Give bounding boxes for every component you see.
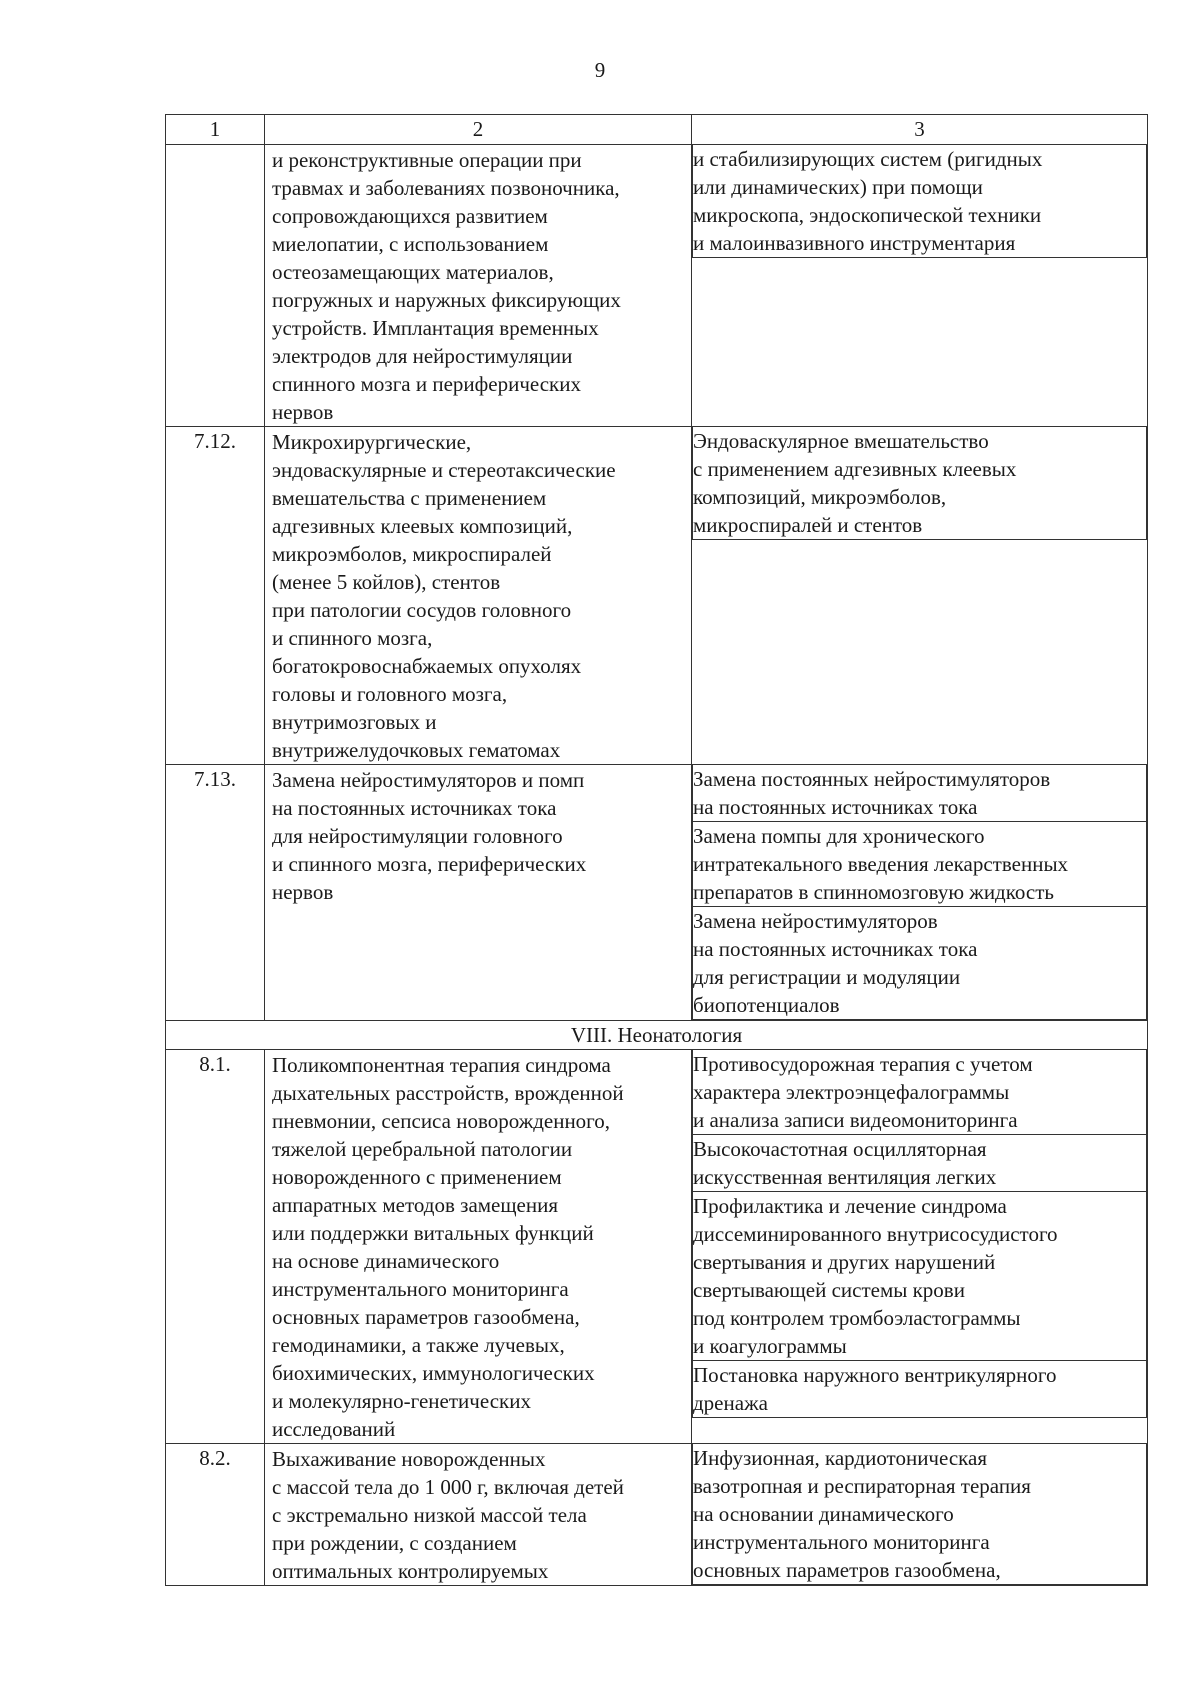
text-line: Постановка наружного вентрикулярного <box>693 1363 1057 1387</box>
text-line: электродов для нейростимуляции <box>272 344 573 368</box>
method-text <box>693 822 1147 907</box>
text-line: эндоваскулярные и стереотаксические <box>272 458 616 482</box>
table-row <box>166 145 1148 427</box>
text-line: и коагулограммы <box>693 1334 847 1358</box>
text-line: спинного мозга и периферических <box>272 372 582 396</box>
text-line: и спинного мозга, периферических <box>272 852 587 876</box>
method-list <box>692 765 1147 1020</box>
text-line: интратекального введения лекарственных <box>693 852 1069 876</box>
text-line: основных параметров газообмена, <box>272 1305 580 1329</box>
text-line: инструментального мониторинга <box>272 1277 569 1301</box>
text-line: композиций, микроэмболов, <box>693 485 947 509</box>
text-line: Замена нейростимуляторов и помп <box>272 768 585 792</box>
item-number <box>166 145 265 427</box>
method-list <box>692 1050 1147 1418</box>
text-line: Высокочастотная осцилляторная <box>693 1137 987 1161</box>
text-line: Инфузионная, кардиотоническая <box>693 1446 988 1470</box>
text-line: диссеминированного внутрисосудистого <box>693 1222 1058 1246</box>
method-item <box>693 1361 1147 1418</box>
text-line: искусственная вентиляция легких <box>693 1165 997 1189</box>
text-line: микроспиралей и стентов <box>693 513 923 537</box>
text-line: устройств. Имплантация временных <box>272 316 599 340</box>
item-number: 8.2. <box>166 1444 265 1586</box>
method-item <box>693 822 1147 907</box>
text-line: на постоянных источниках тока <box>693 937 978 961</box>
text-line: свертывания и других нарушений <box>693 1250 996 1274</box>
text-line: сопровождающихся развитием <box>272 204 548 228</box>
text-line: инструментального мониторинга <box>693 1530 990 1554</box>
table-row <box>166 765 1148 1021</box>
text-line: препаратов в спинномозговую жидкость <box>693 880 1054 904</box>
text-line: микроскопа, эндоскопической техники <box>693 203 1042 227</box>
text-line: аппаратных методов замещения <box>272 1193 559 1217</box>
page-number: 9 <box>594 58 606 82</box>
text-line: и стабилизирующих систем (ригидных <box>693 147 1043 171</box>
text-line: Поликомпонентная терапия синдрома <box>272 1053 611 1077</box>
text-line: нервов <box>272 400 334 424</box>
text-line: гемодинамики, а также лучевых, <box>272 1333 565 1357</box>
table-body <box>166 145 1148 1586</box>
method-list <box>692 427 1147 540</box>
text-line: Профилактика и лечение синдрома <box>693 1194 1007 1218</box>
item-number: 8.1. <box>166 1050 265 1444</box>
method-cell <box>692 427 1148 765</box>
text-line: на основе динамического <box>272 1249 500 1273</box>
procedure-description <box>265 1050 691 1443</box>
procedure-description-cell <box>265 1050 692 1444</box>
method-text <box>693 1135 1147 1192</box>
text-line: микроэмболов, микроспиралей <box>272 542 552 566</box>
text-line: адгезивных клеевых композиций, <box>272 514 573 538</box>
section-heading: VIII. Неонатология <box>166 1021 1148 1050</box>
text-line: Противосудорожная терапия с учетом <box>693 1052 1033 1076</box>
text-line: и спинного мозга, <box>272 626 433 650</box>
text-line: характера электроэнцефалограммы <box>693 1080 1010 1104</box>
method-text <box>693 427 1147 540</box>
text-line: Замена постоянных нейростимуляторов <box>693 767 1051 791</box>
text-line: погружных и наружных фиксирующих <box>272 288 621 312</box>
text-line: или динамических) при помощи <box>693 175 983 199</box>
text-line: на основании динамического <box>693 1502 954 1526</box>
method-text <box>693 1192 1147 1361</box>
text-line: пневмонии, сепсиса новорожденного, <box>272 1109 611 1133</box>
method-item <box>693 1192 1147 1361</box>
text-line: миелопатии, с использованием <box>272 232 549 256</box>
procedure-description <box>265 145 691 426</box>
header-col-3: 3 <box>692 115 1148 145</box>
text-line: при патологии сосудов головного <box>272 598 572 622</box>
method-text <box>693 765 1147 822</box>
text-line: Замена нейростимуляторов <box>693 909 938 933</box>
method-item <box>693 1444 1147 1585</box>
text-line: Замена помпы для хронического <box>693 824 985 848</box>
text-line: головы и головного мозга, <box>272 682 508 706</box>
text-line: тяжелой церебральной патологии <box>272 1137 573 1161</box>
text-line: с экстремально низкой массой тела <box>272 1503 587 1527</box>
text-line: Выхаживание новорожденных <box>272 1447 546 1471</box>
method-list <box>692 145 1147 258</box>
method-cell <box>692 145 1148 427</box>
text-line: для нейростимуляции головного <box>272 824 563 848</box>
header-col-2: 2 <box>265 115 692 145</box>
method-text <box>693 907 1147 1020</box>
procedure-description-cell <box>265 765 692 1021</box>
method-item <box>693 907 1147 1020</box>
table-row <box>166 1050 1148 1444</box>
text-line: на постоянных источниках тока <box>272 796 557 820</box>
text-line: или поддержки витальных функций <box>272 1221 594 1245</box>
method-item <box>693 427 1147 540</box>
text-line: биохимических, иммунологических <box>272 1361 595 1385</box>
method-text <box>693 145 1147 258</box>
method-cell <box>692 765 1148 1021</box>
text-line: основных параметров газообмена, <box>693 1558 1001 1582</box>
procedure-description <box>265 765 691 906</box>
method-item <box>693 1135 1147 1192</box>
text-line: свертывающей системы крови <box>693 1278 965 1302</box>
procedure-description <box>265 1444 691 1585</box>
method-text <box>693 1050 1147 1135</box>
text-line: травмах и заболеваниях позвоночника, <box>272 176 620 200</box>
method-cell <box>692 1444 1148 1586</box>
text-line: исследований <box>272 1417 396 1441</box>
text-line: внутримозговых и <box>272 710 437 734</box>
text-line: дыхательных расстройств, врожденной <box>272 1081 624 1105</box>
procedure-description-cell <box>265 427 692 765</box>
text-line: при рождении, с созданием <box>272 1531 517 1555</box>
text-line: Эндоваскулярное вмешательство <box>693 429 989 453</box>
header-col-1: 1 <box>166 115 265 145</box>
method-item <box>693 1050 1147 1135</box>
method-text <box>693 1444 1147 1585</box>
text-line: внутрижелудочковых гематомах <box>272 738 561 762</box>
text-line: и реконструктивные операции при <box>272 148 582 172</box>
item-number: 7.12. <box>166 427 265 765</box>
text-line: нервов <box>272 880 334 904</box>
header-row <box>166 115 1148 145</box>
section-row <box>166 1021 1148 1050</box>
table-row <box>166 427 1148 765</box>
text-line: и молекулярно-генетических <box>272 1389 531 1413</box>
text-line: с массой тела до 1 000 г, включая детей <box>272 1475 624 1499</box>
text-line: на постоянных источниках тока <box>693 795 978 819</box>
method-cell <box>692 1050 1148 1444</box>
procedure-description <box>265 427 691 764</box>
text-line: для регистрации и модуляции <box>693 965 961 989</box>
procedure-description-cell <box>265 1444 692 1586</box>
text-line: оптимальных контролируемых <box>272 1559 549 1583</box>
text-line: с применением адгезивных клеевых <box>693 457 1017 481</box>
text-line: под контролем тромбоэластограммы <box>693 1306 1021 1330</box>
item-number: 7.13. <box>166 765 265 1021</box>
text-line: биопотенциалов <box>693 993 840 1017</box>
text-line: (менее 5 койлов), стентов <box>272 570 501 594</box>
procedures-table <box>165 114 1148 1586</box>
method-list <box>692 1444 1147 1585</box>
method-item <box>693 765 1147 822</box>
table-row <box>166 1444 1148 1586</box>
text-line: дренажа <box>693 1391 768 1415</box>
method-text <box>693 1361 1147 1418</box>
text-line: Микрохирургические, <box>272 430 472 454</box>
text-line: и малоинвазивного инструментария <box>693 231 1016 255</box>
procedure-description-cell <box>265 145 692 427</box>
text-line: вазотропная и респираторная терапия <box>693 1474 1031 1498</box>
text-line: и анализа записи видеомониторинга <box>693 1108 1018 1132</box>
method-item <box>693 145 1147 258</box>
text-line: богатокровоснабжаемых опухолях <box>272 654 582 678</box>
text-line: новорожденного с применением <box>272 1165 562 1189</box>
text-line: вмешательства с применением <box>272 486 547 510</box>
text-line: остеозамещающих материалов, <box>272 260 554 284</box>
